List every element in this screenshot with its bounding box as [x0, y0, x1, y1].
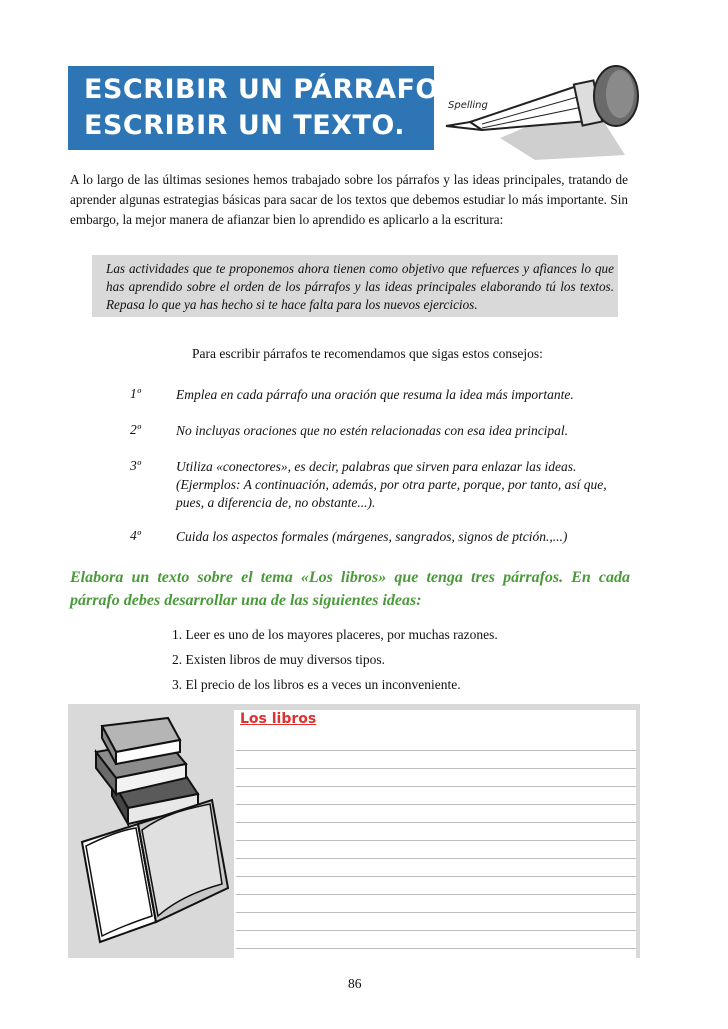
title-line-2: ESCRIBIR UN TEXTO. [84, 110, 405, 141]
advice-number: 2º [130, 422, 141, 437]
writing-line [236, 876, 636, 877]
writing-title: Los libros [240, 711, 317, 727]
advice-item: No incluyas oraciones que no estén relacionadas con esa idea principal. [176, 423, 569, 438]
writing-line [236, 786, 636, 787]
advice-item: Emplea en cada párrafo una oración que resuma la idea más importante. [176, 387, 574, 402]
idea-item: 3. El precio de los libros es a veces un inconveniente. [172, 677, 461, 692]
intro-paragraph: A lo largo de las últimas sesiones hemos trabajado sobre los párrafos y las ideas principales, tratando de aprender algunas estrategias básicas para sacar de los textos que debemos estudiar lo más importante. Sin embargo, la mejor manera de afianzar bien lo aprendido es aplicarlo a la escritura: [70, 172, 628, 227]
writing-line [236, 894, 636, 895]
writing-line [236, 804, 636, 805]
books-icon [72, 712, 232, 952]
advice-number: 1º [130, 386, 141, 401]
idea-item: 2. Existen libros de muy diversos tipos. [172, 652, 385, 667]
advice-number: 4º [130, 528, 141, 543]
goal-text: Las actividades que te proponemos ahora tienen como objetivo que refuerces y afiances lo que has aprendido sobre el orden de los párrafos y las ideas principales elaborando tú los textos. Repasa lo que ya has hecho si te hace falta para los nuevos ejercicios. [106, 261, 614, 312]
writing-line [236, 768, 636, 769]
writing-line [236, 948, 636, 949]
writing-line [236, 822, 636, 823]
idea-item: 1. Leer es uno de los mayores placeres, por muchas razones. [172, 627, 498, 642]
page-number: 86 [348, 976, 362, 991]
writing-line [236, 858, 636, 859]
title-line-1: ESCRIBIR UN PÁRRAFO. [84, 74, 450, 105]
task-instructions: Elabora un texto sobre el tema «Los libros» que tenga tres párrafos. En cada párrafo debes desarrollar una de las siguientes ideas: [70, 569, 630, 609]
advice-number: 3º [130, 458, 141, 473]
advice-intro: Para escribir párrafos te recomendamos que sigas estos consejos: [192, 346, 543, 361]
writing-line [236, 930, 636, 931]
pencil-label: Spelling [448, 100, 488, 111]
pencil-icon [440, 60, 650, 180]
writing-paper[interactable] [234, 710, 636, 958]
advice-item: Cuida los aspectos formales (márgenes, sangrados, signos de ptción.,...) [176, 529, 568, 544]
writing-line [236, 750, 636, 751]
advice-item: Utiliza «conectores», es decir, palabras que sirven para enlazar las ideas. (Ejermplos: A continuación, además, por otra parte, porque, por tanto, así que, pues, a diferencia de, no obstante...). [176, 459, 607, 510]
writing-line [236, 912, 636, 913]
writing-line [236, 840, 636, 841]
